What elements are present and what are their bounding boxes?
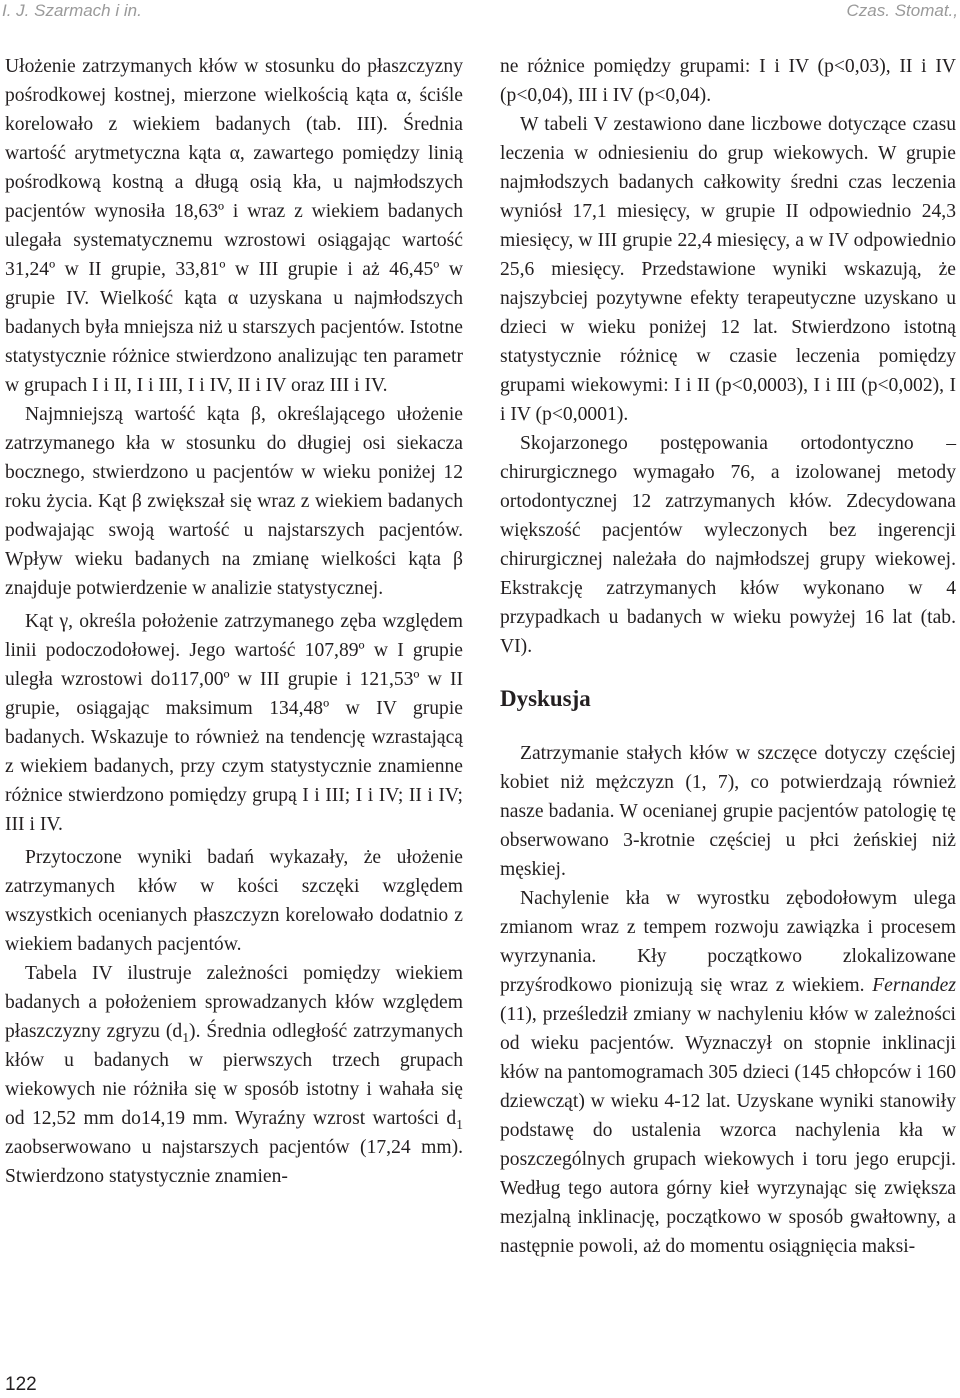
right-column	[500, 52, 956, 1261]
paragraph-table-iv	[5, 959, 463, 1191]
text-run: ). Średnia odległość zatrzymanych kłów u badanych w pierwszych trzech grupach wiekowych nie różniła się w sposób istotny i wahała się od 12,52 mm do14,19 mm. Wyraźny wzrost wartości d	[5, 1021, 464, 1129]
paragraph: Zatrzymanie stałych kłów w szczęce dotyczy częściej kobiet niż mężczyzn (1, 7), co potwierdzają również nasze badania. W ocenianej grupie pacjentów patologię tę obserwowano 3-krotnie częściej u płci żeńskiej niż męskiej.	[500, 743, 956, 880]
left-column	[5, 52, 463, 1191]
running-head-authors: I. J. Szarmach i in.	[2, 1, 142, 20]
text-run: Tabela IV ilustruje zależności pomiędzy wiekiem badanych a położeniem sprowadzanych kłów względem płaszczyzny zgryzu (d	[5, 963, 463, 1042]
paragraph: Ułożenie zatrzymanych kłów w stosunku do płaszczyzny pośrodkowej kostnej, mierzone wielkością kąta α, ściśle korelowało z wiekiem badanych (tab. III). Średnia wartość arytmetyczna kąta α, zawartego pomiędzy linią pośrodkową kostną a długą osią kła, u najmłodszych pacjentów wynosiła 18,63º i wraz z wiekiem badanych ulegała systematycznemu wzrostowi osiągając wartość 31,24º w II grupie, 33,81º w III grupie i aż 46,45º w grupie IV. Wielkość kąta α uzyskana u najmłodszych badanych była mniejsza niż u starszych pacjentów. Istotne statystycznie różnice stwierdzono analizując ten parametr w grupach I i II, I i III, I i IV, II i IV oraz III i IV.	[5, 56, 463, 396]
paragraph: Najmniejszą wartość kąta β, określającego ułożenie zatrzymanego kła w stosunku do długiej osi siekacza bocznego, stwierdzono u pacjentów w wieku poniżej 12 roku życia. Kąt β zwiększał się wraz z wiekiem badanych podwajając swoją wartość u najstarszych pacjentów. Wpływ wieku badanych na zmianę wielkości kąta β znajduje potwierdzenie w analizie statystycznej.	[5, 404, 463, 599]
subscript: 1	[182, 1029, 190, 1045]
paragraph-fernandez	[500, 884, 956, 1261]
paragraph: ne różnice pomiędzy grupami: I i IV (p<0,03), II i IV (p<0,04), III i IV (p<0,04).	[500, 56, 956, 106]
text-run: (11), prześledził zmiany w nachyleniu kłów w zależności od wieku pacjentów. Wyznaczył on stopnie inklinacji kłów na pantomogramach 305 dzieci (145 chłopców i 160 dziewcząt) w wieku 4-12 lat. Uzyskane wyniki stanowiły podstawę do ustalenia wzorca nachylenia kła w poszczególnych grupach wiekowych i toru jego erupcji. Według tego autora górny kieł wyrzynając się zwiększa mezjalną inklinację, początkowo w sposób gwałtowny, a następnie powoli, aż do momentu osiągnięcia maksi-	[500, 1004, 956, 1257]
page-number: 122	[5, 1374, 37, 1395]
text-run: Nachylenie kła w wyrostku zębodołowym ulega zmianom wraz z tempem rozwoju zawiązka i procesem wyrzynania. Kły początkowo zlokalizowane przyśrodkowo pionizują się wraz z wiekiem.	[500, 888, 956, 996]
subscript: 1	[456, 1116, 463, 1132]
author-name: Fernandez	[872, 975, 956, 996]
text-run: zaobserwowano u najstarszych pacjentów (17,24 mm). Stwierdzono statystycznie znamien-	[5, 1137, 463, 1187]
paragraph: Kąt γ, określa położenie zatrzymanego zęba względem linii podoczodołowej. Jego wartość 107,89º w I grupie uległa wzrostowi do117,00º w III grupie i 121,53º w II grupie, osiągając maksimum 134,48º w IV grupie badanych. Wskazuje to również na tendencję wzrastającą z wiekiem badanych, przy czym statystycznie znamienne różnice stwierdzono pomiędzy grupą I i III; I i IV; II i IV; III i IV.	[5, 611, 463, 835]
section-heading: Dyskusja	[500, 686, 591, 711]
paragraph: Skojarzonego postępowania ortodontyczno – chirurgicznego wymagało 76, a izolowanej metody ortodontycznej 12 zatrzymanych kłów. Zdecydowana większość pacjentów wyleczonych bez ingerencji chirurgicznej należała do najmłodszej grupy wiekowej. Ekstrakcję zatrzymanych kłów wykonano w 4 przypadkach u badanych w wieku powyżej 16 lat (tab. VI).	[500, 433, 956, 657]
running-head-journal: Czas. Stomat.,	[846, 1, 958, 20]
paragraph: Przytoczone wyniki badań wykazały, że ułożenie zatrzymanych kłów w kości szczęki względem wszystkich ocenianych płaszczyzn korelowało dodatnio z wiekiem badanych pacjentów.	[5, 847, 463, 955]
running-head	[0, 0, 960, 24]
paragraph: W tabeli V zestawiono dane liczbowe dotyczące czasu leczenia w odniesieniu do grup wiekowych. W grupie najmłodszych badanych całkowity średni czas leczenia wyniósł 17,1 miesięcy, w grupie II odpowiednio 24,3 miesięcy, w III grupie 22,4 miesięcy, a w IV odpowiednio 25,6 miesięcy. Przedstawione wyniki wskazują, że najszybciej pozytywne efekty terapeutyczne uzyskano u dzieci w wieku poniżej 12 lat. Stwierdzono istotną statystycznie różnicę w czasie leczenia pomiędzy grupami wiekowymi: I i II (p<0,0003), I i III (p<0,002), I i IV (p<0,0001).	[500, 114, 956, 425]
